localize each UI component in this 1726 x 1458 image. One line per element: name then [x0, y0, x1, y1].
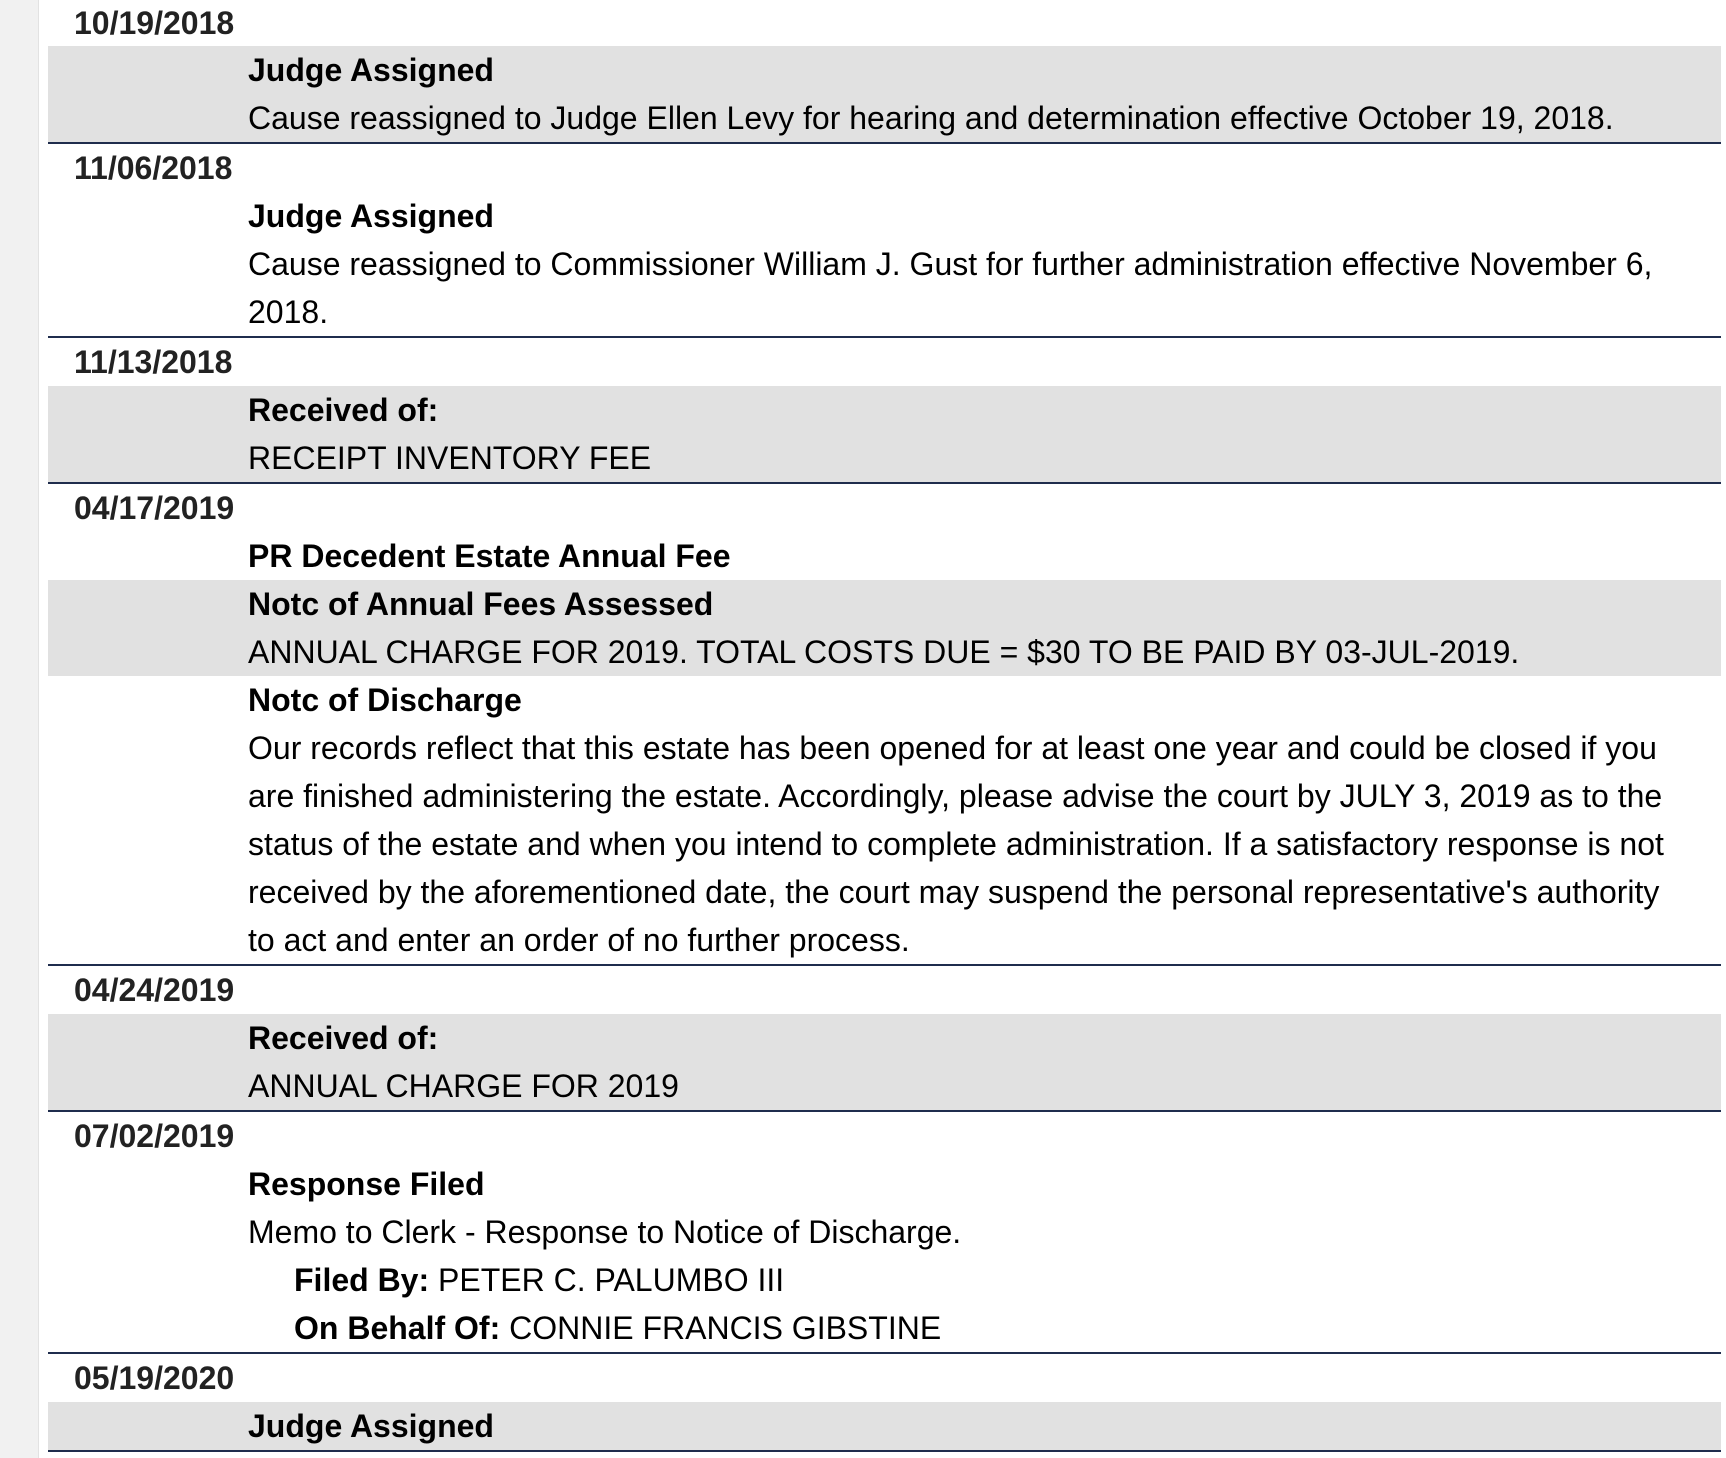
docket-entry [48, 0, 1721, 144]
docket-entry-list [48, 0, 1721, 1452]
event-title: PR Decedent Estate Annual Fee [248, 538, 731, 574]
docket-event [48, 1014, 1721, 1110]
filed-by-label: Filed By: [294, 1262, 430, 1298]
filed-by-line [248, 1256, 1691, 1304]
event-title: Notc of Annual Fees Assessed [248, 586, 714, 622]
filed-by-value: PETER C. PALUMBO III [438, 1262, 785, 1298]
entry-date: 10/19/2018 [74, 5, 235, 41]
docket-event [48, 46, 1721, 142]
docket-entry [48, 1354, 1721, 1452]
entry-date: 11/13/2018 [74, 344, 233, 380]
docket-event [48, 192, 1721, 336]
event-title: Judge Assigned [248, 1408, 494, 1444]
event-title: Judge Assigned [248, 198, 494, 234]
docket-event [48, 580, 1721, 676]
docket-entry [48, 1112, 1721, 1354]
event-description: ANNUAL CHARGE FOR 2019. TOTAL COSTS DUE = $30 TO BE PAID BY 03-JUL-2019. [248, 634, 1520, 670]
event-title: Received of: [248, 392, 439, 428]
entry-date: 04/17/2019 [74, 490, 235, 526]
docket-event [48, 386, 1721, 482]
event-title: Judge Assigned [248, 52, 494, 88]
event-description: RECEIPT INVENTORY FEE [248, 440, 652, 476]
event-description: Cause reassigned to Commissioner William J. Gust for further administration effective November 6, 2018. [248, 246, 1653, 330]
entry-date: 05/19/2020 [74, 1360, 235, 1396]
event-description: ANNUAL CHARGE FOR 2019 [248, 1068, 679, 1104]
on-behalf-of-line [248, 1304, 1691, 1352]
docket-entry [48, 338, 1721, 484]
docket-entry [48, 144, 1721, 338]
entry-date: 07/02/2019 [74, 1118, 235, 1154]
docket-entry [48, 966, 1721, 1112]
entry-date: 11/06/2018 [74, 150, 233, 186]
entry-date: 04/24/2019 [74, 972, 235, 1008]
event-description: Cause reassigned to Judge Ellen Levy for hearing and determination effective October 19, 2018. [248, 100, 1614, 136]
docket-event [48, 1160, 1721, 1352]
docket-event [48, 532, 1721, 580]
docket-event [48, 1402, 1721, 1450]
event-title: Received of: [248, 1020, 439, 1056]
event-title: Response Filed [248, 1166, 485, 1202]
event-title: Notc of Discharge [248, 682, 522, 718]
event-description: Our records reflect that this estate has been opened for at least one year and could be closed if you are finished administering the estate. Accordingly, please advise the court by JULY 3, 2019 as to the status of the estate and when you intend to complete administration. If a satisfactory response is not received by the aforementioned date, the court may suspend the personal representative's authority to act and enter an order of no further process. [248, 730, 1664, 958]
on-behalf-of-label: On Behalf Of: [294, 1310, 501, 1346]
on-behalf-of-value: CONNIE FRANCIS GIBSTINE [509, 1310, 942, 1346]
left-gutter [0, 0, 39, 1458]
docket-event [48, 676, 1721, 964]
event-description: Memo to Clerk - Response to Notice of Discharge. [248, 1214, 962, 1250]
docket-entry [48, 484, 1721, 966]
